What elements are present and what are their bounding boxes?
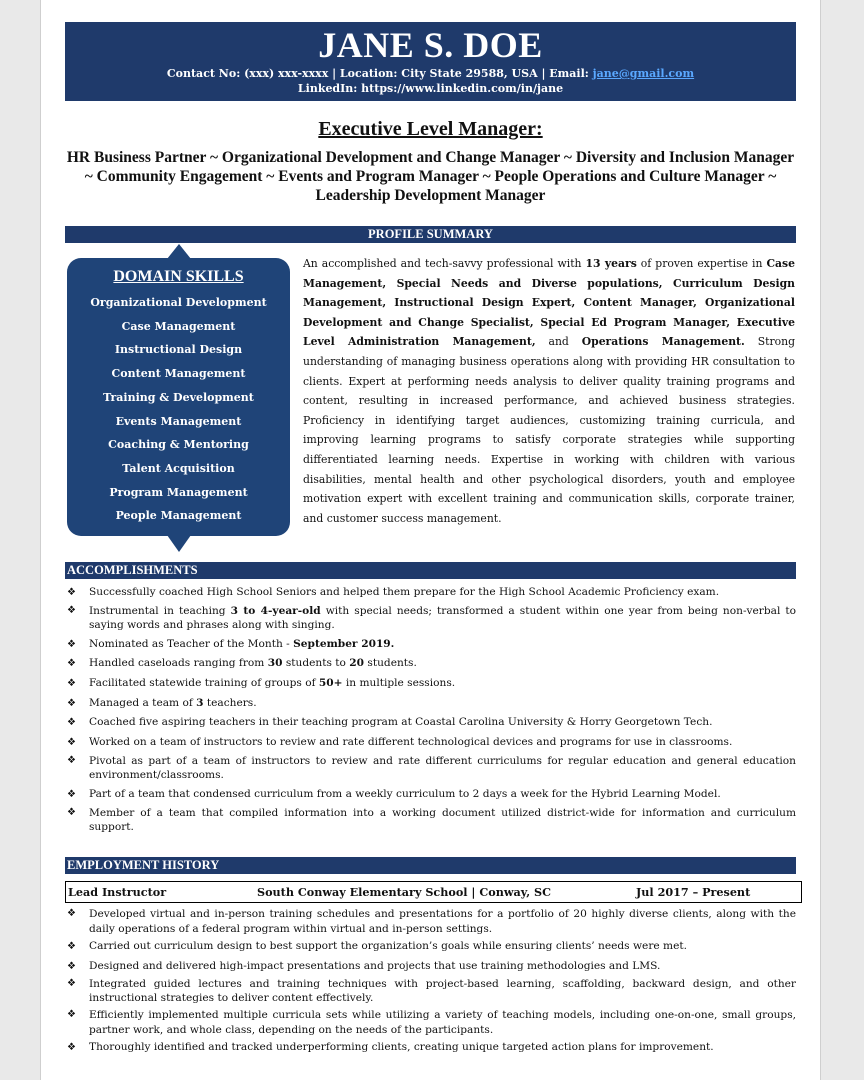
diamond-bullet-icon: ❖ bbox=[67, 658, 76, 670]
candidate-name: JANE S. DOE bbox=[318, 25, 543, 65]
diamond-bullet-icon: ❖ bbox=[67, 941, 76, 953]
list-item-text: Part of a team that condensed curriculum from a weekly curriculum to 2 days a week for the Hybrid Learning Model. bbox=[89, 787, 721, 800]
list-item bbox=[65, 636, 796, 653]
skill-item: Instructional Design bbox=[114, 343, 243, 357]
list-item bbox=[65, 695, 796, 712]
diamond-bullet-icon: ❖ bbox=[67, 604, 76, 616]
resume-title: Executive Level Manager: bbox=[318, 118, 543, 140]
diamond-bullet-icon: ❖ bbox=[67, 806, 76, 818]
list-item-text: Pivotal as part of a team of instructors to review and rate different curriculums for regular education and general education environment/classrooms. bbox=[89, 754, 796, 782]
job-header-row bbox=[65, 881, 802, 903]
skill-item: Talent Acquisition bbox=[122, 461, 235, 475]
profile-summary-heading: PROFILE SUMMARY bbox=[65, 226, 796, 243]
skill-item: Coaching & Mentoring bbox=[108, 438, 249, 452]
list-item-text: in multiple sessions. bbox=[342, 677, 456, 690]
diamond-bullet-icon: ❖ bbox=[67, 908, 76, 919]
list-item bbox=[65, 675, 796, 692]
domain-skills-heading: DOMAIN SKILLS bbox=[113, 268, 244, 285]
diamond-bullet-icon: ❖ bbox=[67, 1042, 76, 1054]
list-item-text: Handled caseloads ranging from bbox=[89, 657, 268, 670]
list-item bbox=[65, 714, 796, 731]
list-item bbox=[65, 938, 796, 955]
diamond-bullet-icon: ❖ bbox=[67, 717, 76, 729]
list-item bbox=[65, 604, 796, 633]
list-item-text: teachers. bbox=[203, 696, 257, 709]
list-item bbox=[65, 1039, 796, 1056]
employment-history-heading: EMPLOYMENT HISTORY bbox=[65, 857, 796, 874]
list-item bbox=[65, 584, 796, 601]
diamond-bullet-icon: ❖ bbox=[67, 678, 76, 690]
list-item bbox=[65, 806, 796, 835]
summary-skills: Case Management, Special Needs and Diverse populations, Curriculum Design Management, Instructional Design Expert, Content Manager, Organizational Development and Change Specialist, Special Ed Program Manager, Executive Level Administration Management, bbox=[303, 257, 795, 349]
list-item-text: Designed and delivered high-impact presentations and projects that use training methodologies and LMS. bbox=[89, 959, 661, 972]
list-item bbox=[65, 754, 796, 783]
domain-skills-box bbox=[67, 258, 290, 536]
skill-item: Events Management bbox=[115, 414, 242, 428]
list-item-text: Nominated as Teacher of the Month - bbox=[89, 637, 294, 650]
list-item-text: Thoroughly identified and tracked underperforming clients, creating unique targeted action plans for improvement. bbox=[89, 1041, 714, 1054]
accomplishments-list bbox=[65, 584, 796, 838]
linkedin-line[interactable]: LinkedIn: https://www.linkedin.com/in/jane bbox=[297, 82, 564, 95]
diamond-bullet-icon: ❖ bbox=[67, 697, 76, 709]
list-item-text: Facilitated statewide training of groups of bbox=[89, 677, 319, 690]
summary-text: and bbox=[535, 335, 582, 349]
summary-years: 13 years bbox=[585, 257, 637, 270]
contact-details: Contact No: (xxx) xxx-xxxx | Location: City State 29588, USA | Email: bbox=[166, 67, 593, 80]
summary-text: Strong understanding of managing business operations along with providing HR consultation to clients. Expert at performing needs analysis to deliver quality training programs and content, resulting in increased performance, and achieved business strategies. Proficiency in identifying target audiences, customizing training curricula, and improving learning programs to satisfy corporate strategies while supporting differentiated learning needs. Expertise in working with children with various disabilities, mental health and other psychological disorders, youth and employee motivation expert with excellent training and communication skills, corporate trainer, and customer success management. bbox=[303, 335, 795, 525]
skill-item: People Management bbox=[115, 509, 242, 523]
job-organization: South Conway Elementary School | Conway, SC bbox=[257, 885, 551, 899]
diamond-bullet-icon: ❖ bbox=[67, 977, 76, 989]
list-item-bold: 3 to 4-year-old bbox=[230, 604, 321, 617]
list-item bbox=[65, 977, 796, 1006]
diamond-bullet-icon: ❖ bbox=[67, 737, 76, 749]
skill-item: Case Management bbox=[121, 319, 236, 333]
list-item-text: Managed a team of bbox=[89, 696, 197, 709]
list-item-bold: 20 bbox=[349, 657, 365, 670]
employment-duties-list bbox=[65, 907, 796, 1059]
list-item bbox=[65, 655, 796, 672]
summary-text: An accomplished and tech-savvy professional with bbox=[303, 257, 586, 270]
skill-item: Program Management bbox=[109, 485, 248, 499]
diamond-bullet-icon: ❖ bbox=[67, 638, 76, 650]
list-item-text: students. bbox=[364, 657, 417, 670]
list-item bbox=[65, 786, 796, 803]
list-item-text: Integrated guided lectures and training techniques with project-based learning, scaffolding, backward design, and other instructional strategies to deliver content effectively. bbox=[89, 977, 796, 1005]
diamond-bullet-icon: ❖ bbox=[67, 754, 76, 766]
list-item-text: Instrumental in teaching bbox=[89, 604, 231, 617]
skill-item: Content Management bbox=[111, 367, 246, 381]
list-item-text: Successfully coached High School Seniors and helped them prepare for the High School Academic Proficiency exam. bbox=[89, 586, 720, 598]
list-item-bold: September 2019. bbox=[293, 637, 395, 650]
list-item-bold: 3 bbox=[196, 696, 204, 709]
list-item-text: Worked on a team of instructors to review and rate different technological devices and programs for use in classrooms. bbox=[89, 736, 733, 749]
email-link[interactable]: jane@gmail.com bbox=[592, 67, 695, 80]
accomplishments-heading: ACCOMPLISHMENTS bbox=[65, 562, 796, 579]
contact-line bbox=[65, 66, 796, 81]
list-item bbox=[65, 907, 796, 936]
diamond-bullet-icon: ❖ bbox=[67, 960, 76, 972]
profile-summary-text bbox=[303, 254, 795, 528]
list-item-bold: 50+ bbox=[318, 677, 343, 690]
list-item-text: with special needs; transformed a student within one year from being non-verbal to saying words and phrases along with singing. bbox=[89, 604, 797, 632]
list-item bbox=[65, 958, 796, 975]
list-item-text: Carried out curriculum design to best support the organization’s goals while ensuring clients’ needs were met. bbox=[89, 940, 687, 953]
skill-item: Training & Development bbox=[103, 390, 254, 404]
summary-operations: Operations Management. bbox=[581, 335, 745, 349]
list-item-text: students to bbox=[282, 657, 350, 670]
list-item-text: Member of a team that compiled information into a working document utilized district-wide for information and curriculum support. bbox=[89, 806, 796, 833]
resume-header bbox=[65, 22, 796, 101]
diamond-bullet-icon: ❖ bbox=[67, 1009, 76, 1021]
list-item-bold: 30 bbox=[267, 657, 283, 670]
list-item bbox=[65, 1008, 796, 1037]
skill-item: Organizational Development bbox=[90, 296, 267, 309]
summary-text: of proven expertise in bbox=[636, 257, 767, 270]
job-dates: Jul 2017 – Present bbox=[636, 885, 751, 899]
job-role: Lead Instructor bbox=[68, 885, 167, 899]
list-item-text: Efficiently implemented multiple curricula sets while utilizing a variety of teaching models, including one-on-one, small groups, partner work, and whole class, depending on the needs of the participants. bbox=[89, 1009, 796, 1036]
resume-subtitle: HR Business Partner ~ Organizational Development and Change Manager ~ Diversity and Inclusion Manager ~ Community Engagement ~ Events and Program Manager ~ People Operations and Culture Manager ~ Leadership Development Manager bbox=[66, 149, 795, 204]
resume-page bbox=[40, 0, 821, 1080]
list-item bbox=[65, 734, 796, 751]
diamond-bullet-icon: ❖ bbox=[67, 587, 76, 598]
diamond-bullet-icon: ❖ bbox=[67, 788, 76, 800]
list-item-text: Developed virtual and in-person training schedules and presentations for a portfolio of 20 highly diverse clients, along with the daily operations of a federal program within virtual and in-person settings. bbox=[89, 908, 796, 935]
list-item-text: Coached five aspiring teachers in their teaching program at Coastal Carolina University & Horry Georgetown Tech. bbox=[89, 716, 713, 729]
